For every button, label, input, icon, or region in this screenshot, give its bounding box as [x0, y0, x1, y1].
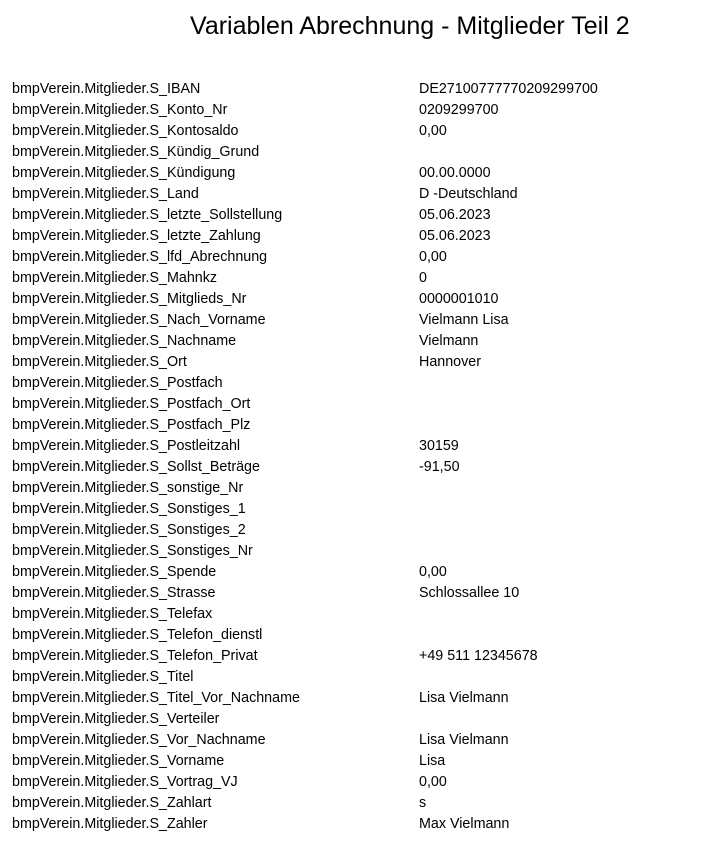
variable-value: 0,00	[419, 123, 447, 139]
table-row	[12, 772, 692, 793]
variable-value: Max Vielmann	[419, 816, 510, 832]
table-row	[12, 394, 692, 415]
table-row	[12, 793, 692, 814]
variable-value: 05.06.2023	[419, 207, 491, 223]
variable-value	[419, 499, 692, 520]
table-row	[12, 100, 692, 121]
variable-name: bmpVerein.Mitglieder.S_IBAN	[12, 81, 201, 97]
variable-value: Lisa Vielmann	[419, 732, 509, 748]
variable-name: bmpVerein.Mitglieder.S_Postfach_Plz	[12, 417, 251, 433]
variable-name: bmpVerein.Mitglieder.S_Kontosaldo	[12, 123, 239, 139]
variable-value: DE27100777770209299700	[419, 81, 598, 97]
variable-value: -91,50	[419, 459, 460, 475]
variable-value	[419, 709, 692, 730]
variable-name: bmpVerein.Mitglieder.S_Titel	[12, 669, 194, 685]
variable-value	[419, 541, 692, 562]
variable-value: 0000001010	[419, 291, 499, 307]
table-row	[12, 457, 692, 478]
variable-value	[419, 604, 692, 625]
table-row	[12, 520, 692, 541]
table-row	[12, 499, 692, 520]
variable-name: bmpVerein.Mitglieder.S_Sonstiges_2	[12, 522, 246, 538]
variable-name: bmpVerein.Mitglieder.S_Vortrag_VJ	[12, 774, 238, 790]
variable-name: bmpVerein.Mitglieder.S_Telefon_Privat	[12, 648, 258, 664]
table-row	[12, 478, 692, 499]
table-row	[12, 709, 692, 730]
variable-name: bmpVerein.Mitglieder.S_letzte_Sollstellung	[12, 207, 283, 223]
variable-value	[419, 478, 692, 499]
table-row	[12, 226, 692, 247]
table-row	[12, 184, 692, 205]
variable-value: Vielmann Lisa	[419, 312, 509, 328]
variable-value	[419, 667, 692, 688]
variable-value: 0	[419, 270, 427, 286]
variable-value: Lisa	[419, 753, 446, 769]
table-row	[12, 814, 692, 835]
table-row	[12, 352, 692, 373]
variable-name: bmpVerein.Mitglieder.S_Land	[12, 186, 199, 202]
variable-name: bmpVerein.Mitglieder.S_Strasse	[12, 585, 216, 601]
variable-value	[419, 142, 692, 163]
variable-name: bmpVerein.Mitglieder.S_Telefax	[12, 606, 213, 622]
variable-value: Schlossallee 10	[419, 585, 520, 601]
variable-name: bmpVerein.Mitglieder.S_Vorname	[12, 753, 225, 769]
table-row	[12, 331, 692, 352]
table-row	[12, 268, 692, 289]
page-title: Variablen Abrechnung - Mitglieder Teil 2	[190, 12, 630, 40]
table-row	[12, 646, 692, 667]
variable-value	[419, 415, 692, 436]
variable-value: D -Deutschland	[419, 186, 518, 202]
variable-name: bmpVerein.Mitglieder.S_Postfach	[12, 375, 223, 391]
variable-value	[419, 373, 692, 394]
variable-name: bmpVerein.Mitglieder.S_Vor_Nachname	[12, 732, 266, 748]
variable-name: bmpVerein.Mitglieder.S_Sollst_Beträge	[12, 459, 260, 475]
variable-name: bmpVerein.Mitglieder.S_Verteiler	[12, 711, 220, 727]
variable-name: bmpVerein.Mitglieder.S_Titel_Vor_Nachname	[12, 690, 300, 706]
variable-name: bmpVerein.Mitglieder.S_Mitglieds_Nr	[12, 291, 247, 307]
variable-value: 0,00	[419, 564, 447, 580]
variable-name: bmpVerein.Mitglieder.S_Sonstiges_Nr	[12, 543, 253, 559]
table-row	[12, 541, 692, 562]
variable-name: bmpVerein.Mitglieder.S_Mahnkz	[12, 270, 218, 286]
variables-table	[12, 79, 692, 835]
table-row	[12, 121, 692, 142]
table-row	[12, 436, 692, 457]
variable-value: Vielmann	[419, 333, 479, 349]
variable-value: 0209299700	[419, 102, 499, 118]
variable-value: s	[419, 795, 427, 811]
table-row	[12, 310, 692, 331]
table-row	[12, 688, 692, 709]
table-row	[12, 142, 692, 163]
variable-value: +49 511 12345678	[419, 648, 538, 664]
variable-name: bmpVerein.Mitglieder.S_Kündigung	[12, 165, 236, 181]
table-row	[12, 205, 692, 226]
variable-name: bmpVerein.Mitglieder.S_Zahler	[12, 816, 208, 832]
table-row	[12, 163, 692, 184]
variable-value: Hannover	[419, 354, 481, 370]
table-row	[12, 667, 692, 688]
variable-name: bmpVerein.Mitglieder.S_Sonstiges_1	[12, 501, 246, 517]
variable-name: bmpVerein.Mitglieder.S_lfd_Abrechnung	[12, 249, 268, 265]
table-row	[12, 562, 692, 583]
variable-name: bmpVerein.Mitglieder.S_Postfach_Ort	[12, 396, 251, 412]
variable-name: bmpVerein.Mitglieder.S_Nachname	[12, 333, 237, 349]
variable-name: bmpVerein.Mitglieder.S_Zahlart	[12, 795, 212, 811]
variable-name: bmpVerein.Mitglieder.S_Spende	[12, 564, 217, 580]
variable-value: 05.06.2023	[419, 228, 491, 244]
variable-value	[419, 520, 692, 541]
variable-value: 00.00.0000	[419, 165, 491, 181]
variable-name: bmpVerein.Mitglieder.S_sonstige_Nr	[12, 480, 244, 496]
table-row	[12, 730, 692, 751]
variable-value	[419, 394, 692, 415]
variable-name: bmpVerein.Mitglieder.S_Kündig_Grund	[12, 144, 260, 160]
variable-value: 0,00	[419, 774, 447, 790]
table-row	[12, 247, 692, 268]
variable-value: Lisa Vielmann	[419, 690, 509, 706]
table-row	[12, 415, 692, 436]
variable-name: bmpVerein.Mitglieder.S_letzte_Zahlung	[12, 228, 261, 244]
table-row	[12, 289, 692, 310]
variable-name: bmpVerein.Mitglieder.S_Telefon_dienstl	[12, 627, 263, 643]
variable-value: 30159	[419, 438, 459, 454]
variable-name: bmpVerein.Mitglieder.S_Postleitzahl	[12, 438, 241, 454]
table-row	[12, 604, 692, 625]
table-row	[12, 79, 692, 100]
variable-value	[419, 625, 692, 646]
table-row	[12, 625, 692, 646]
table-row	[12, 373, 692, 394]
variable-name: bmpVerein.Mitglieder.S_Ort	[12, 354, 187, 370]
variable-name: bmpVerein.Mitglieder.S_Konto_Nr	[12, 102, 228, 118]
variable-name: bmpVerein.Mitglieder.S_Nach_Vorname	[12, 312, 266, 328]
variable-value: 0,00	[419, 249, 447, 265]
table-row	[12, 583, 692, 604]
table-row	[12, 751, 692, 772]
